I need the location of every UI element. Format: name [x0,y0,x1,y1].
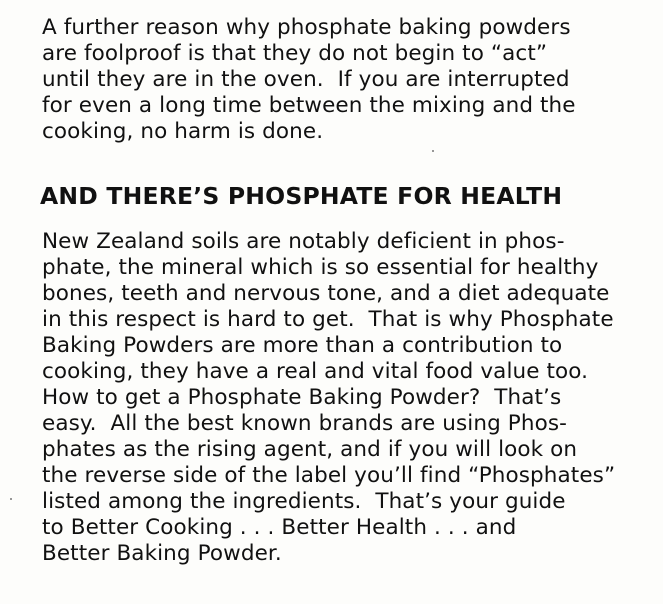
para2-line-6: cooking, they have a real and vital food value too. [42,359,589,384]
para2-line-5: Baking Powders are more than a contribution to [42,333,563,358]
para2-line-9: phates as the rising agent, and if you will look on [42,437,578,462]
para2-line-11: listed among the ingredients. That’s your guide [42,489,566,514]
para2-line-2: phate, the mineral which is so essential for healthy [42,255,599,280]
print-speck [432,150,434,152]
para1-line-2: are foolproof is that they do not begin to “act” [42,41,548,66]
section-heading: AND THERE’S PHOSPHATE FOR HEALTH [40,182,563,210]
para1-line-1: A further reason why phosphate baking powders [42,15,571,40]
para1-line-3: until they are in the oven. If you are interrupted [42,67,570,92]
print-speck [10,498,12,500]
para2-line-12: to Better Cooking . . . Better Health . . . and [42,515,517,540]
para2-line-13: Better Baking Powder. [42,541,282,566]
para2-line-7: How to get a Phosphate Baking Powder? That’s [42,385,562,410]
para2-line-3: bones, teeth and nervous tone, and a diet adequate [42,281,610,306]
para1-line-5: cooking, no harm is done. [42,119,324,144]
para2-line-10: the reverse side of the label you’ll find “Phosphates” [42,463,616,488]
para2-line-1: New Zealand soils are notably deficient in phos- [42,229,565,254]
para2-line-4: in this respect is hard to get. That is why Phosphate [42,307,614,332]
para1-line-4: for even a long time between the mixing and the [42,93,576,118]
para2-line-8: easy. All the best known brands are using Phos- [42,411,567,436]
